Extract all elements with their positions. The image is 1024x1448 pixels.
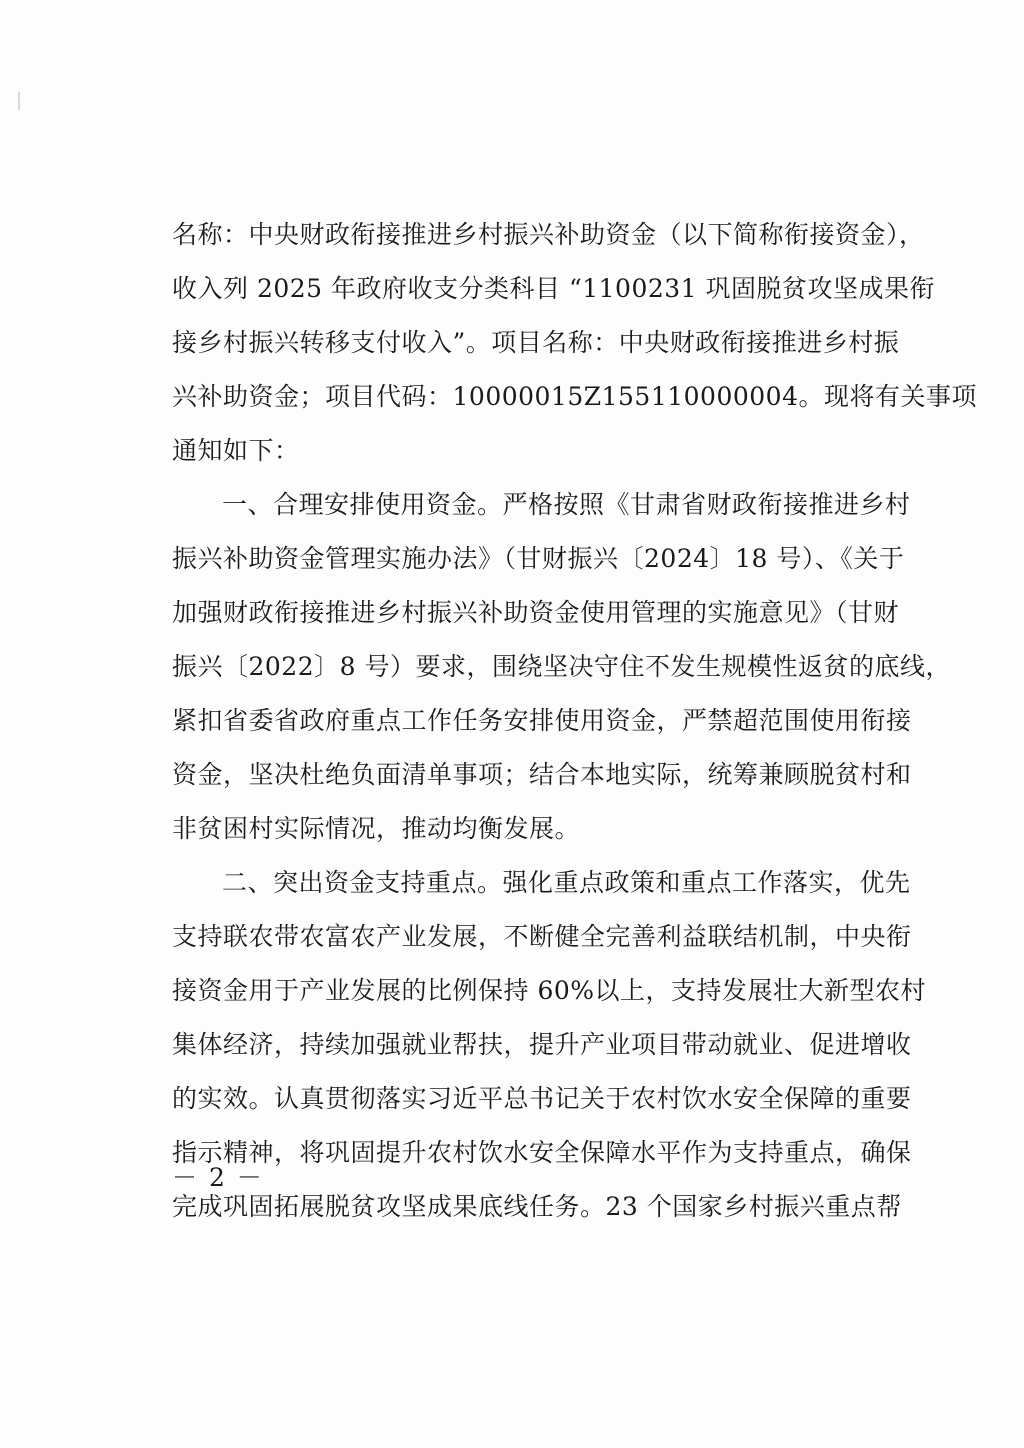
paragraph-3-line: 支持联农带农富农产业发展，不断健全完善利益联结机制，中央衔 (172, 922, 912, 951)
paragraph-1-line: 收入列 2025 年政府收支分类科目 “1100231 巩固脱贫攻坚成果衔 (172, 274, 936, 303)
paragraph-1-line: 名称：中央财政衔接推进乡村振兴补助资金（以下简称衔接资金）， (172, 220, 925, 249)
document-body (172, 208, 977, 1234)
scan-margin-mark (18, 92, 20, 110)
paragraph-1-line: 通知如下： (172, 436, 300, 465)
paragraph-2-line: 一、合理安排使用资金。严格按照《甘肃省财政衔接推进乡村 (222, 490, 911, 519)
paragraph-3-line: 指示精神，将巩固提升农村饮水安全保障水平作为支持重点，确保 (172, 1138, 912, 1167)
paragraph-2-line: 振兴补助资金管理实施办法》（甘财振兴〔2024〕18 号）、《关于 (172, 544, 905, 573)
paragraph-3-line: 集体经济，持续加强就业帮扶，提升产业项目带动就业、促进增收 (172, 1030, 912, 1059)
paragraph-2-line: 非贫困村实际情况，推动均衡发展。 (172, 814, 581, 843)
paragraph-1-line: 接乡村振兴转移支付收入”。项目名称：中央财政衔接推进乡村振 (172, 328, 900, 357)
paragraph-2-line: 加强财政衔接推进乡村振兴补助资金使用管理的实施意见》（甘财 (172, 598, 900, 627)
paragraph-1-line: 兴补助资金；项目代码：10000015Z155110000004。现将有关事项 (172, 382, 977, 411)
paragraph-2-line: 紧扣省委省政府重点工作任务安排使用资金，严禁超范围使用衔接 (172, 706, 912, 735)
paragraph-2-line: 资金，坚决杜绝负面清单事项；结合本地实际，统筹兼顾脱贫村和 (172, 760, 912, 789)
paragraph-3-line: 接资金用于产业发展的比例保持 60%以上，支持发展壮大新型农村 (172, 976, 927, 1005)
paragraph-2-line: 振兴〔2022〕8 号）要求，围绕坚决守住不发生规模性返贫的底线， (172, 652, 951, 681)
page-number: － 2 － (172, 1163, 264, 1192)
paragraph-3-line: 二、突出资金支持重点。强化重点政策和重点工作落实，优先 (222, 868, 911, 897)
paragraph-3-line: 的实效。认真贯彻落实习近平总书记关于农村饮水安全保障的重要 (172, 1084, 912, 1113)
paragraph-3-line: 完成巩固拓展脱贫攻坚成果底线任务。23 个国家乡村振兴重点帮 (172, 1192, 902, 1221)
